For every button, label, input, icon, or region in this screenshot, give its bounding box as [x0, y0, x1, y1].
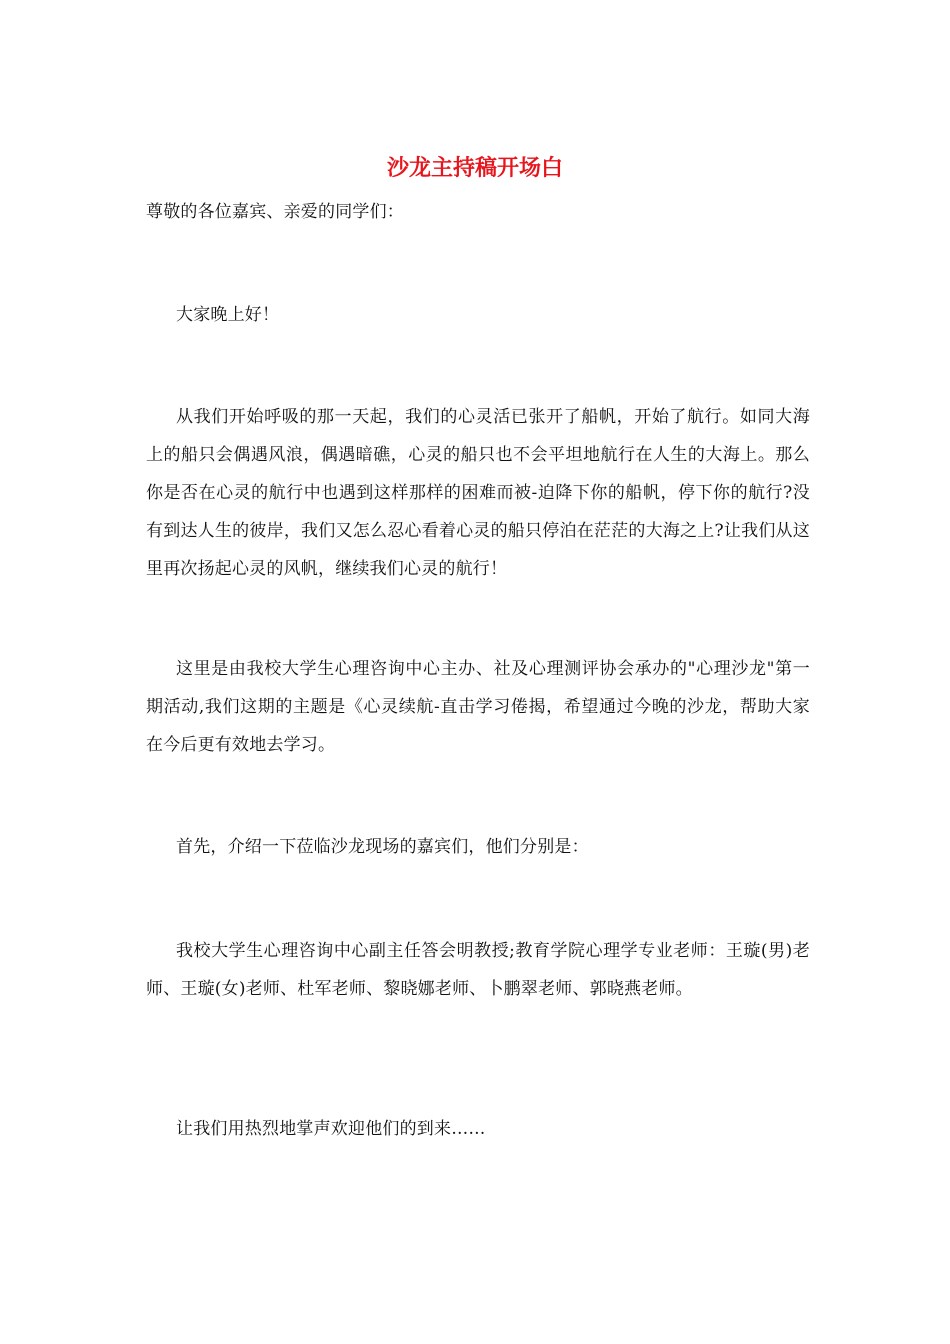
- page-title: 沙龙主持稿开场白: [386, 155, 563, 181]
- guest-intro-paragraph: 首先，介绍一下莅临沙龙现场的嘉宾们，他们分别是：: [176, 837, 589, 857]
- welcome-paragraph: 让我们用热烈地掌声欢迎他们的到来……: [176, 1119, 486, 1139]
- voyage-paragraph: 从我们开始呼吸的那一天起，我们的心灵活已张开了船帆，开始了航行。如同大海上的船只会偶遇风浪，偶遇暗礁，心灵的船只也不会平坦地航行在人生的大海上。那么你是否在心灵的航行中也遇到这样那样的困难而被-迫降下你的船帆，停下你的航行?没有到达人生的彼岸，我们又怎么忍心看着心灵的船只停泊在茫茫的大海之上?让我们从这里再次扬起心灵的风帆，继续我们心灵的航行！: [146, 407, 810, 579]
- hello-paragraph: 大家晚上好！: [176, 305, 280, 325]
- greeting-paragraph: 尊敬的各位嘉宾、亲爱的同学们：: [146, 202, 404, 222]
- intro-paragraph: 这里是由我校大学生心理咨询中心主办、社及心理测评协会承办的"心理沙龙"第一期活动,我们这期的主题是《心灵续航-直击学习倦揭，希望通过今晚的沙龙，帮助大家在今后更有效地去学习。: [146, 659, 810, 755]
- guest-list-paragraph: 我校大学生心理咨询中心副主任答会明教授;教育学院心理学专业老师：王璇(男)老师、王璇(女)老师、杜军老师、黎晓娜老师、卜鹏翠老师、郭晓燕老师。: [146, 941, 810, 999]
